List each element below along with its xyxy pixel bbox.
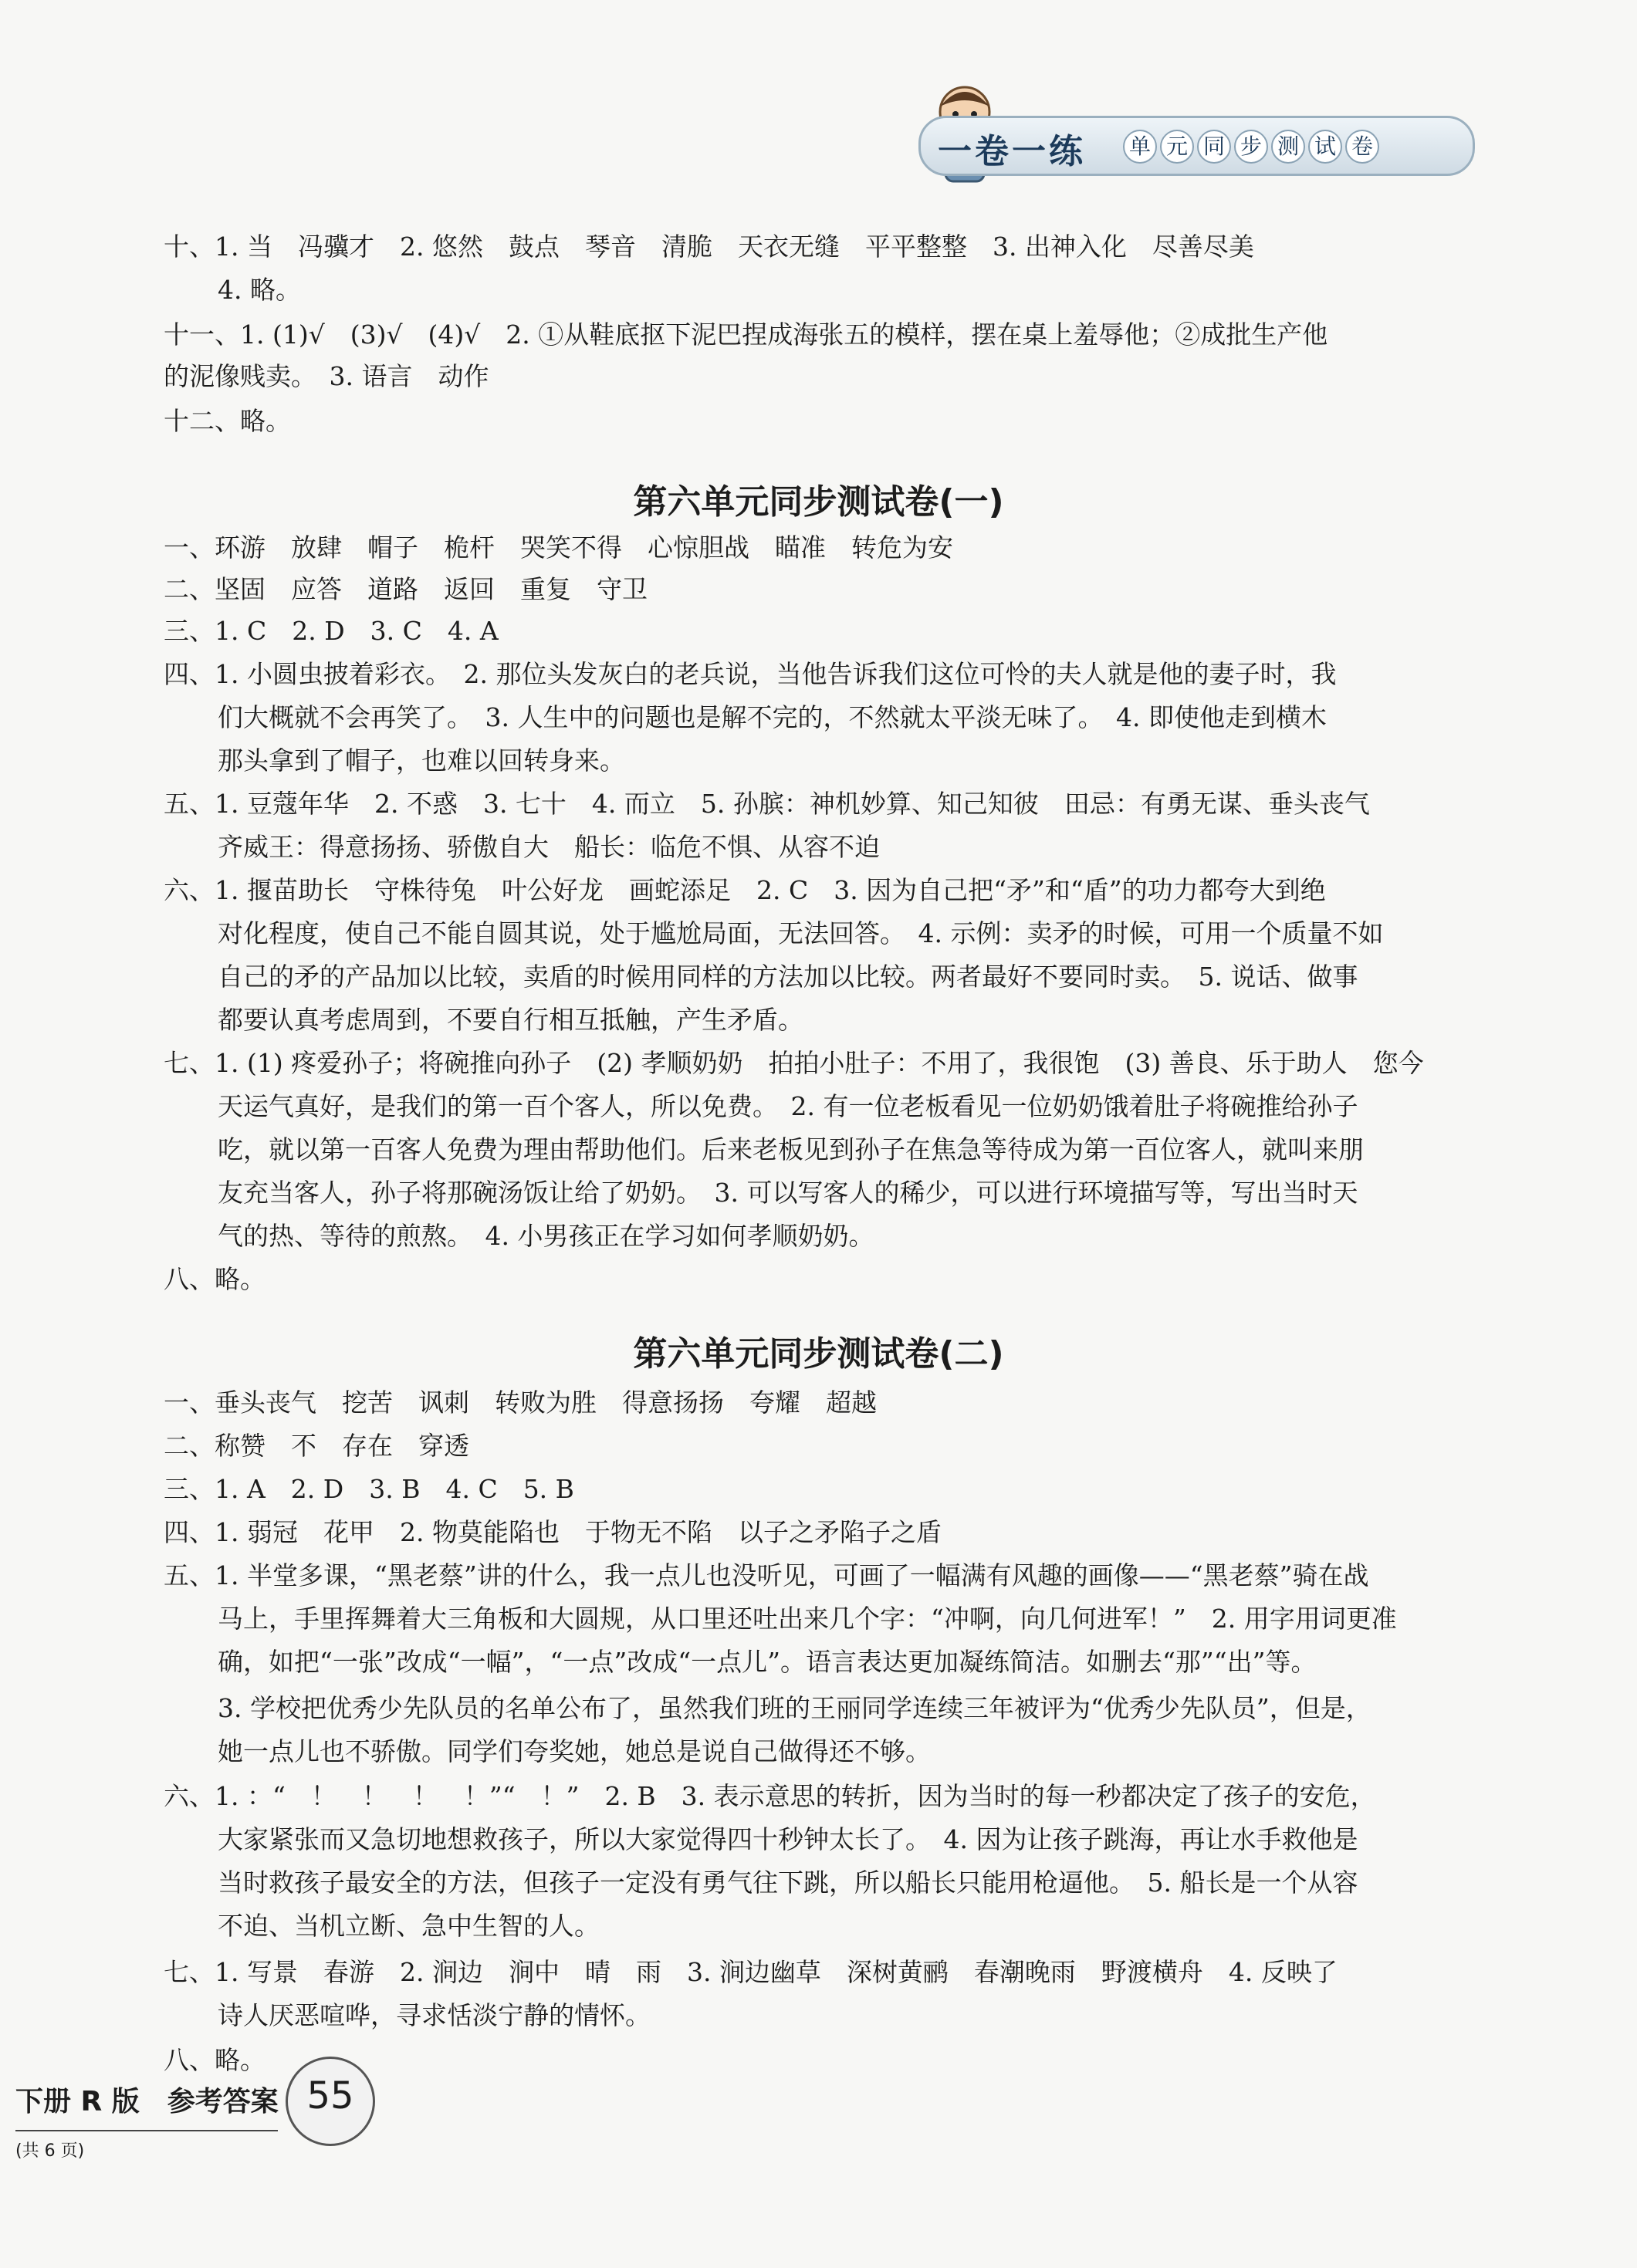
answer-line: 五、1. 豆蔻年华 2. 不惑 3. 七十 4. 而立 5. 孙膑：神机妙算、知己知彼 田忌：有勇无谋、垂头丧气 <box>164 789 1370 819</box>
answer-line: 4. 略。 <box>218 275 301 305</box>
answer-line: 确，如把“一张”改成“一幅”，“一点”改成“一点儿”。语言表达更加凝练简洁。如删去“那”“出”等。 <box>218 1647 1317 1677</box>
page-number: 55 <box>306 2074 354 2118</box>
answer-line: 十二、略。 <box>164 406 291 436</box>
answer-line: 七、1. 写景 春游 2. 涧边 涧中 晴 雨 3. 涧边幽草 深树黄鹂 春潮晚雨 野渡横舟 4. 反映了 <box>164 1957 1338 1987</box>
answer-line: 都要认真考虑周到，不要自行相互抵触，产生矛盾。 <box>218 1005 803 1035</box>
answer-line: 3. 学校把优秀少先队员的名单公布了，虽然我们班的王丽同学连续三年被评为“优秀少先队员”，但是， <box>218 1693 1371 1723</box>
answer-line: 她一点儿也不骄傲。同学们夸奖她，她总是说自己做得还不够。 <box>218 1736 931 1766</box>
answer-line: 七、1. (1) 疼爱孙子；将碗推向孙子 (2) 孝顺奶奶 拍拍小肚子：不用了，我很饱 (3) 善良、乐于助人 您今 <box>164 1048 1424 1078</box>
banner-char: 卷 <box>1345 130 1379 164</box>
answer-line: 十、1. 当 冯骥才 2. 悠然 鼓点 琴音 清脆 天衣无缝 平平整整 3. 出神入化 尽善尽美 <box>164 232 1254 262</box>
answer-line: 十一、1. (1)√ (3)√ (4)√ 2. ①从鞋底抠下泥巴捏成海张五的模样，摆在桌上羞辱他；②成批生产他 <box>164 319 1328 350</box>
answer-line: 友充当客人，孙子将那碗汤饭让给了奶奶。 3. 可以写客人的稀少，可以进行环境描写等，写出当时天 <box>218 1178 1358 1208</box>
answer-line: 一、环游 放肆 帽子 桅杆 哭笑不得 心惊胆战 瞄准 转危为安 <box>164 532 953 563</box>
answer-line: 四、1. 弱冠 花甲 2. 物莫能陷也 于物无不陷 以子之矛陷子之盾 <box>164 1517 942 1547</box>
answer-line: 三、1. C 2. D 3. C 4. A <box>164 616 499 646</box>
answer-line: 天运气真好，是我们的第一百个客人，所以免费。 2. 有一位老板看见一位奶奶饿着肚子将碗推给孙子 <box>218 1091 1358 1121</box>
answer-line: 诗人厌恶喧哗，寻求恬淡宁静的情怀。 <box>218 2000 651 2030</box>
section-title: 第六单元同步测试卷(二) <box>633 1334 1004 1374</box>
banner-char: 元 <box>1160 130 1194 164</box>
answer-line: 自己的矛的产品加以比较，卖盾的时候用同样的方法加以比较。两者最好不要同时卖。 5. 说话、做事 <box>218 962 1358 992</box>
answer-line: 马上，手里挥舞着大三角板和大圆规，从口里还吐出来几个字：“冲啊，向几何进军！” 2. 用字用词更准 <box>218 1604 1397 1634</box>
answer-line: 一、垂头丧气 挖苦 讽刺 转败为胜 得意扬扬 夸耀 超越 <box>164 1388 877 1418</box>
answer-line: 们大概就不会再笑了。 3. 人生中的问题也是解不完的，不然就太平淡无味了。 4. 即使他走到横木 <box>218 702 1327 732</box>
answer-line: 不迫、当机立断、急中生智的人。 <box>218 1911 600 1941</box>
section-title: 第六单元同步测试卷(一) <box>633 482 1004 522</box>
answer-line: 的泥像贱卖。 3. 语言 动作 <box>164 361 489 391</box>
answer-line: 齐威王：得意扬扬、骄傲自大 船长：临危不惧、从容不迫 <box>218 832 880 862</box>
answer-line: 三、1. A 2. D 3. B 4. C 5. B <box>164 1474 574 1504</box>
answer-line: 那头拿到了帽子，也难以回转身来。 <box>218 745 625 776</box>
banner-char: 步 <box>1234 130 1268 164</box>
answer-line: 二、坚固 应答 道路 返回 重复 守卫 <box>164 574 648 604</box>
answer-line: 八、略。 <box>164 2045 266 2075</box>
answer-line: 四、1. 小圆虫披着彩衣。 2. 那位头发灰白的老兵说，当他告诉我们这位可怜的夫人就是他的妻子时，我 <box>164 659 1337 689</box>
footer-divider <box>15 2130 278 2131</box>
banner-char: 同 <box>1197 130 1231 164</box>
banner-char: 测 <box>1271 130 1305 164</box>
answer-line: 气的热、等待的煎熬。 4. 小男孩正在学习如何孝顺奶奶。 <box>218 1221 874 1251</box>
answer-line: 六、1. ：“ ！ ！ ！ ！”“ ！” 2. B 3. 表示意思的转折，因为当时的每一秒都决定了孩子的安危， <box>164 1781 1376 1811</box>
footer-label: 下册 R 版 参考答案 <box>15 2086 279 2118</box>
answer-line: 当时救孩子最安全的方法，但孩子一定没有勇气往下跳，所以船长只能用枪逼他。 5. 船长是一个从容 <box>218 1867 1358 1898</box>
banner-char: 单 <box>1123 130 1157 164</box>
answer-line: 六、1. 揠苗助长 守株待兔 叶公好龙 画蛇添足 2. C 3. 因为自己把“矛”和“盾”的功力都夸大到绝 <box>164 875 1326 905</box>
footer-page-count: (共 6 页) <box>15 2141 85 2161</box>
answer-line: 五、1. 半堂多课，“黑老蔡”讲的什么，我一点儿也没听见，可画了一幅满有风趣的画像——“黑老蔡”骑在战 <box>164 1560 1369 1590</box>
banner-char: 试 <box>1308 130 1342 164</box>
answer-line: 吃，就以第一百客人免费为理由帮助他们。后来老板见到孙子在焦急等待成为第一百位客人，就叫来朋 <box>218 1134 1364 1164</box>
answer-line: 二、称赞 不 存在 穿透 <box>164 1431 469 1461</box>
banner-title: 一卷一练 <box>938 132 1086 171</box>
answer-line: 八、略。 <box>164 1264 266 1294</box>
answer-line: 大家紧张而又急切地想救孩子，所以大家觉得四十秒钟太长了。 4. 因为让孩子跳海，再让水手救他是 <box>218 1824 1358 1854</box>
answer-line: 对化程度，使自己不能自圆其说，处于尴尬局面，无法回答。 4. 示例：卖矛的时候，可用一个质量不如 <box>218 918 1384 948</box>
